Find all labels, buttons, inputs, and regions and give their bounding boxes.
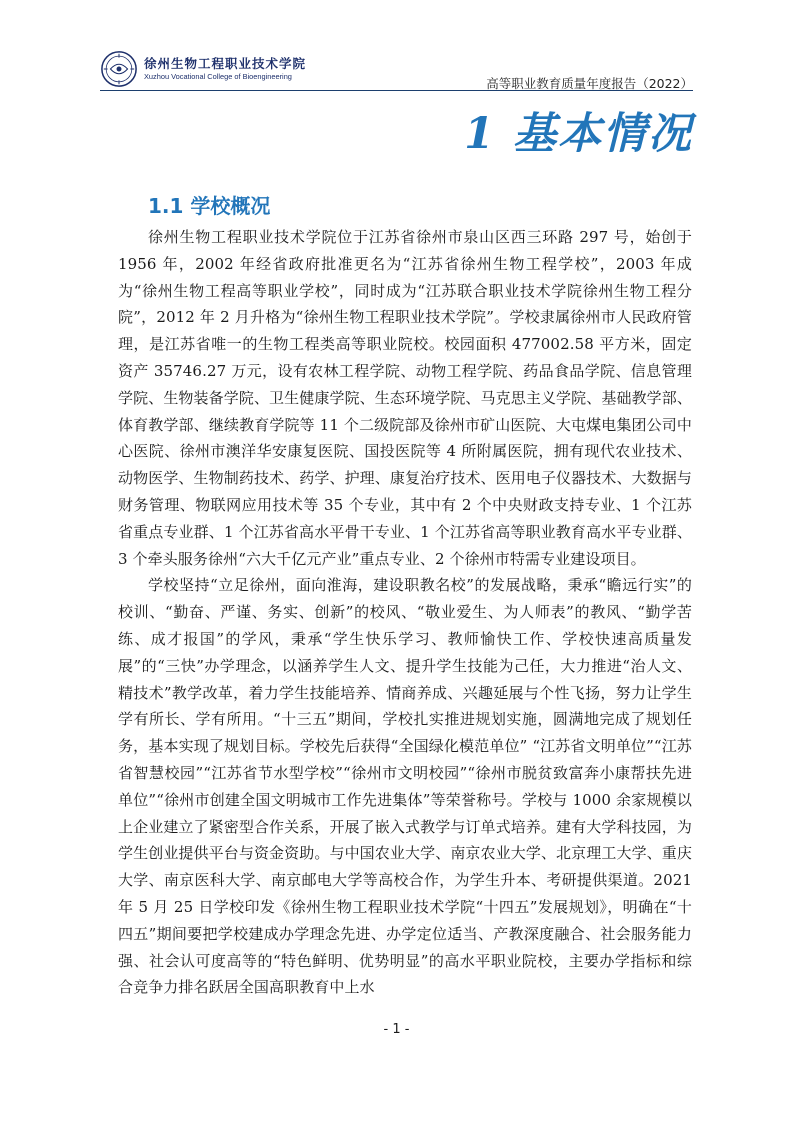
page-number: - 1 - [383, 1022, 410, 1037]
paragraph: 徐州生物工程职业技术学院位于江苏省徐州市泉山区西三环路 297 号，始创于 1956 年，2002 年经省政府批准更名为“江苏省徐州生物工程学校”，2003 年成为“徐州生物工程高等职业学校”，同时成为“江苏联合职业技术学院徐州生物工程分院”，2012 年 2 月升格为“徐州生物工程职业技术学院”。学校隶属徐州市人民政府管理，是江苏省唯一的生物工程类高等职业院校。校园面积 477002.58 平方米，固定资产 35746.27 万元，设有农林工程学院、动物工程学院、药品食品学院、信息管理学院、生物装备学院、卫生健康学院、生态环境学院、马克思主义学院、基础教学部、体育教学部、继续教育学院等 11 个二级院部及徐州市矿山医院、大屯煤电集团公司中心医院、徐州市澳洋华安康复医院、国投医院等 4 所附属医院，拥有现代农业技术、动物医学、生物制药技术、药学、护理、康复治疗技术、医用电子仪器技术、大数据与财务管理、物联网应用技术等 35 个专业，其中有 2 个中央财政支持专业、1 个江苏省重点专业群、1 个江苏省高水平骨干专业、1 个江苏省高等职业教育高水平专业群、3 个牵头服务徐州“六大千亿元产业”重点专业、2 个徐州市特需专业建设项目。 [118, 228, 692, 568]
college-seal-icon [100, 50, 138, 88]
paragraph: 学校坚持“立足徐州，面向淮海，建设职教名校”的发展战略，秉承“瞻远行实”的校训、“勤奋、严谨、务实、创新”的校风、“敬业爱生、为人师表”的教风、“勤学苦练、成才报国”的学风，秉承“学生快乐学习、教师愉快工作、学校快速高质量发展”的“三快”办学理念，以涵养学生人文、提升学生技能为己任，大力推进“治人文、精技术”教学改革，着力学生技能培养、情商养成、兴趣延展与个性飞扬，努力让学生学有所长、学有所用。“十三五”期间，学校扎实推进规划实施，圆满地完成了规划任务，基本实现了规划目标。学校先后获得“全国绿化模范单位” “江苏省文明单位”“江苏省智慧校园”“江苏省节水型学校”“徐州市文明校园”“徐州市脱贫致富奔小康帮扶先进单位”“徐州市创建全国文明城市工作先进集体”等荣誉称号。学校与 1000 余家规模以上企业建立了紧密型合作关系，开展了嵌入式教学与订单式培养。建有大学科技园，为学生创业提供平台与资金资助。与中国农业大学、南京农业大学、北京理工大学、重庆大学、南京医科大学、南京邮电大学等高校合作，为学生升本、考研提供渠道。2021 年 5 月 25 日学校印发《徐州生物工程职业技术学院“十四五”发展规划》，明确在“十四五”期间要把学校建成办学理念先进、办学定位适当、产教深度融合、社会服务能力强、社会认可度高等的“特色鲜明、优势明显”的高水平职业院校，主要办学指标和综合竞争力排名跃居全国高职教育中上水 [118, 576, 692, 997]
chapter-title: 1 基本情况 [464, 109, 693, 159]
logo-chinese-name: 徐州生物工程职业技术学院 [144, 55, 307, 71]
header-divider [100, 90, 693, 91]
page-header [100, 50, 693, 90]
body-text [118, 224, 692, 1001]
college-logo [100, 50, 306, 88]
section-title: 1.1 学校概况 [148, 194, 271, 218]
logo-english-name: Xuzhou Vocational College of Bioengineering [144, 72, 292, 82]
report-title: 高等职业教育质量年度报告（2022） [486, 76, 693, 91]
